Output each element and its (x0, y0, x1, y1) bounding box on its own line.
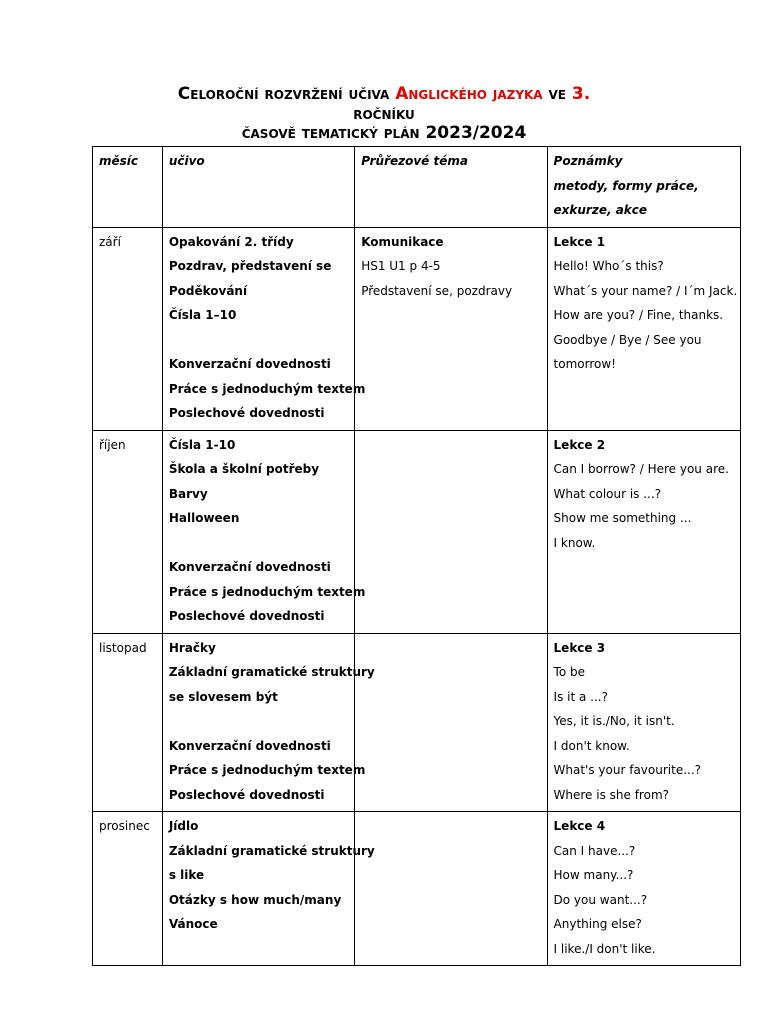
curriculum-cell-line: Základní gramatické struktury (168, 665, 375, 679)
notes-cell (547, 633, 740, 812)
notes-cell-line: What´s your name? / I´m Jack. (553, 283, 738, 298)
curriculum-cell-line: Práce s jednoduchým textem (168, 584, 366, 599)
notes-cell-line: Can I borrow? / Here you are. (553, 462, 729, 476)
curriculum-cell-line: Poslechové dovednosti (168, 406, 325, 420)
notes-cell-line: Goodbye / Bye / See you (553, 332, 702, 347)
header-notes: Poznámky metody, formy práce, exkurze, akce (547, 147, 740, 228)
curriculum-cell-line (169, 531, 348, 556)
curriculum-cell-line: Škola a školní potřeby (168, 462, 320, 476)
month-cell (93, 633, 163, 812)
cross-theme-cell-line: Komunikace (361, 234, 444, 249)
curriculum-cell-line: Základní gramatické struktury (168, 843, 375, 858)
doc-title-line3: časově tematický plán 2023/2024 (241, 123, 527, 143)
curriculum-cell-line: Konverzační dovednosti (168, 738, 331, 753)
notes-cell-line: Lekce 2 (553, 437, 606, 452)
table-row (93, 430, 741, 633)
month-label: září (99, 234, 121, 249)
doc-title-line2: ročníku (353, 104, 415, 124)
curriculum-cell-line: Halloween (168, 511, 240, 525)
curriculum-cell-line (169, 328, 348, 353)
title-part1: Celoroční rozvržení učiva (177, 84, 396, 104)
notes-cell-line: Do you want...? (553, 892, 648, 907)
curriculum-cell-line: Pozdrav, představení se (168, 259, 332, 273)
curriculum-cell (162, 633, 375, 812)
table-header-row (93, 147, 741, 228)
notes-cell-line: Lekce 1 (553, 234, 606, 249)
curriculum-cell-line: Konverzační dovednosti (168, 357, 331, 371)
curriculum-cell-line: Konverzační dovednosti (168, 560, 331, 574)
notes-cell (547, 430, 740, 633)
curriculum-cell (162, 430, 366, 633)
month-cell (93, 227, 163, 430)
curriculum-cell-line: Čísla 1–10 (168, 308, 237, 322)
notes-cell-line: To be (553, 665, 585, 679)
curriculum-cell-line: Čísla 1-10 (168, 437, 236, 452)
notes-cell-line: What colour is ...? (553, 486, 662, 501)
notes-cell-line: tomorrow! (553, 357, 616, 371)
title-grade: 3. (571, 84, 591, 104)
notes-cell-line: How are you? / Fine, thanks. (553, 308, 724, 322)
cross-theme-cell-line: HS1 U1 p 4-5 (361, 259, 441, 273)
cross-theme-cell (355, 633, 547, 812)
table-row (93, 227, 741, 430)
curriculum-cell-line: Poděkování (168, 283, 248, 298)
curriculum-cell-line: Jídlo (168, 819, 199, 833)
curriculum-cell-line: Práce s jednoduchým textem (168, 381, 366, 396)
curriculum-cell-line: Hračky (168, 640, 216, 655)
curriculum-cell-line: Poslechové dovednosti (168, 787, 325, 802)
notes-cell-line: Lekce 4 (553, 819, 606, 833)
notes-cell-line: What's your favourite...? (553, 763, 702, 777)
month-label: prosinec (99, 819, 150, 833)
notes-cell-line: How many...? (553, 868, 634, 882)
month-label: listopad (99, 640, 147, 655)
curriculum-cell-line: s like (168, 868, 205, 882)
header-curriculum: učivo (162, 147, 354, 228)
month-cell (93, 430, 163, 633)
header-month: měsíc (93, 147, 163, 228)
notes-cell-line: Hello! Who´s this? (553, 259, 664, 273)
notes-cell-line: Is it a ...? (553, 689, 608, 704)
curriculum-table (92, 146, 741, 966)
curriculum-cell-line: Otázky s how much/many (168, 892, 342, 907)
curriculum-cell-line: Vánoce (168, 917, 218, 931)
title-subject: Anglického jazyka (395, 84, 543, 104)
notes-cell (547, 227, 740, 430)
cross-theme-cell (355, 812, 547, 966)
cross-theme-cell (355, 227, 547, 430)
header-cross-theme: Průřezové téma (355, 147, 547, 228)
notes-cell-line: Lekce 3 (553, 640, 606, 655)
notes-cell-line: Anything else? (553, 917, 642, 931)
notes-cell-line: Can I have...? (553, 843, 636, 858)
notes-cell-line: I know. (553, 535, 596, 550)
curriculum-cell (162, 227, 366, 430)
notes-cell (547, 812, 740, 966)
curriculum-cell-line: Opakování 2. třídy (168, 234, 294, 249)
table-row (93, 633, 741, 812)
curriculum-cell-line: Práce s jednoduchým textem (168, 763, 366, 777)
notes-cell-line: Where is she from? (553, 787, 670, 802)
curriculum-cell-line: Barvy (168, 486, 208, 501)
title-part2: ve (542, 84, 572, 104)
curriculum-cell (162, 812, 375, 966)
curriculum-cell-line: Poslechové dovednosti (168, 609, 325, 623)
notes-cell-line: I don't know. (553, 738, 630, 753)
notes-cell-line: I like./I don't like. (553, 941, 656, 956)
notes-cell-line: Yes, it is./No, it isn't. (553, 714, 675, 728)
doc-title-line1 (0, 85, 768, 104)
cross-theme-cell (355, 430, 547, 633)
cross-theme-cell-line: Představení se, pozdravy (361, 283, 513, 298)
month-cell (93, 812, 163, 966)
month-label: říjen (99, 437, 126, 452)
table-row (93, 812, 741, 966)
notes-cell-line: Show me something ... (553, 511, 692, 525)
curriculum-cell-line (169, 937, 348, 962)
curriculum-cell-line (169, 709, 348, 734)
curriculum-cell-line: se slovesem být (168, 689, 278, 704)
